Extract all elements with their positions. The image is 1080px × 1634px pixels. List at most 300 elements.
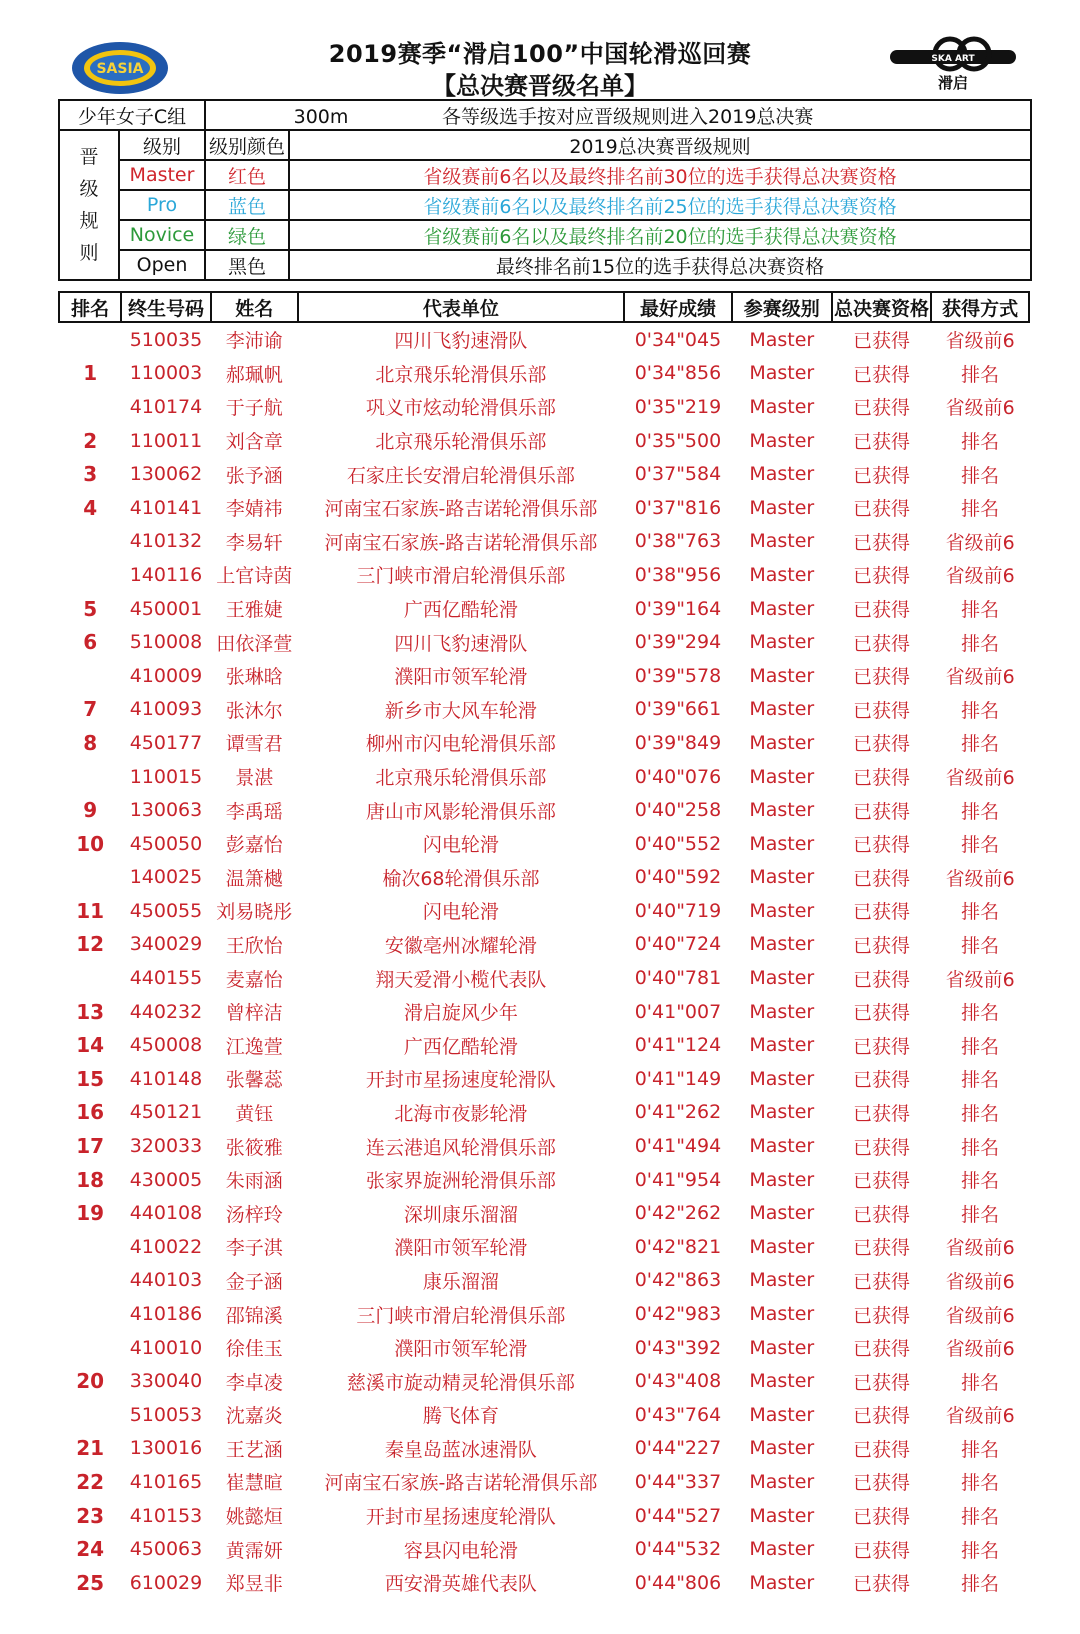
member-id: 410165 — [129, 1470, 203, 1493]
member-id: 440232 — [129, 1000, 203, 1023]
athlete-name: 刘含章 — [225, 431, 283, 454]
team: 开封市星扬速度轮滑队 — [365, 1506, 556, 1529]
table-row — [59, 625, 1029, 659]
table-row — [59, 793, 1029, 827]
header-col-id: 终生号码 — [121, 292, 210, 322]
team: 濮阳市领军轮滑 — [394, 1237, 528, 1260]
team: 开封市星扬速度轮滑队 — [365, 1069, 556, 1092]
team: 秦皇岛蓝冰速滑队 — [384, 1438, 537, 1461]
level: Master — [749, 463, 815, 486]
qualify-method: 排名 — [961, 1203, 1000, 1226]
rank: 18 — [76, 1167, 105, 1192]
athlete-name: 张筱雅 — [225, 1136, 283, 1159]
qualify-method: 排名 — [961, 1438, 1000, 1461]
qualification: 已获得 — [852, 330, 910, 353]
level: Master — [749, 1034, 815, 1057]
qualify-method: 排名 — [961, 1170, 1000, 1193]
team: 闪电轮滑 — [422, 834, 499, 857]
athlete-name: 江逸萱 — [225, 1035, 283, 1058]
best-time: 0'44"227 — [634, 1437, 722, 1460]
athlete-name: 于子航 — [225, 397, 283, 420]
rules-side-label: 晋 级 规 则 — [59, 130, 119, 280]
rank: 12 — [76, 932, 105, 957]
level: Master — [749, 1336, 815, 1359]
rank — [59, 390, 121, 424]
best-time: 0'43"764 — [634, 1403, 722, 1426]
best-time: 0'37"816 — [634, 496, 722, 519]
member-id: 320033 — [129, 1135, 203, 1158]
member-id: 140116 — [129, 563, 203, 586]
table-row — [59, 659, 1029, 693]
best-time: 0'40"719 — [634, 899, 722, 922]
qualify-method: 排名 — [961, 1002, 1000, 1025]
svg-text:滑启: 滑启 — [937, 74, 969, 92]
athlete-name: 徐佳玉 — [225, 1338, 283, 1361]
level: Master — [749, 1403, 815, 1426]
level: Master — [749, 563, 815, 586]
rank: 21 — [76, 1436, 105, 1461]
member-id: 450121 — [129, 1101, 203, 1124]
qualification: 已获得 — [852, 1035, 910, 1058]
qualify-method: 省级前6 — [945, 1405, 1015, 1428]
member-id: 450055 — [129, 899, 203, 922]
level: Master — [749, 933, 815, 956]
qualify-method: 排名 — [961, 901, 1000, 924]
team: 河南宝石家族-路吉诺轮滑俱乐部 — [324, 531, 598, 554]
best-time: 0'37"584 — [634, 463, 722, 486]
rank: 10 — [76, 831, 105, 856]
athlete-name: 黄钰 — [235, 1102, 274, 1125]
team: 北京飛乐轮滑俱乐部 — [375, 431, 547, 454]
qualification: 已获得 — [852, 834, 910, 857]
table-row — [59, 693, 1029, 727]
rank — [59, 558, 121, 592]
qualify-method: 省级前6 — [945, 531, 1015, 554]
team: 北京飛乐轮滑俱乐部 — [375, 767, 547, 790]
header — [0, 0, 1080, 100]
page-title: 2019赛季“滑启100”中国轮滑巡回赛 — [328, 40, 752, 68]
qualification: 已获得 — [852, 1338, 910, 1361]
qualify-method: 省级前6 — [945, 330, 1015, 353]
level: Master — [749, 1370, 815, 1393]
qualification: 已获得 — [852, 464, 910, 487]
rank: 7 — [83, 697, 98, 722]
qualification: 已获得 — [852, 1371, 910, 1394]
rank: 23 — [76, 1503, 105, 1528]
team: 连云港追风轮滑俱乐部 — [365, 1136, 556, 1159]
rule-row-open: Open 黑色 最终排名前15位的选手获得总决赛资格 — [59, 250, 1031, 280]
member-id: 410153 — [129, 1504, 203, 1527]
qualify-method: 排名 — [961, 800, 1000, 823]
athlete-name: 郝珮帆 — [225, 363, 283, 386]
best-time: 0'42"821 — [634, 1235, 722, 1258]
table-row — [59, 1566, 1029, 1600]
rank — [59, 322, 121, 357]
results-table — [58, 291, 1030, 1600]
member-id: 130062 — [129, 463, 203, 486]
best-time: 0'34"856 — [634, 362, 722, 385]
rule-row-pro: Pro 蓝色 省级赛前6名以及最终排名前25位的选手获得总决赛资格 — [59, 190, 1031, 220]
level: Master — [749, 664, 815, 687]
rank: 14 — [76, 1033, 105, 1058]
qualify-method: 排名 — [961, 1506, 1000, 1529]
rank: 6 — [83, 630, 98, 655]
best-time: 0'39"849 — [634, 731, 722, 754]
table-row — [59, 1297, 1029, 1331]
header-col-best: 最好成绩 — [624, 292, 732, 322]
table-header-row — [59, 292, 1029, 322]
qualification: 已获得 — [852, 666, 910, 689]
best-time: 0'39"164 — [634, 597, 722, 620]
team: 翔天爱滑小榄代表队 — [375, 968, 547, 991]
level: Master — [749, 698, 815, 721]
level: Master — [749, 1168, 815, 1191]
table-row — [59, 928, 1029, 962]
header-col-level: 参赛级别 — [732, 292, 832, 322]
member-id: 410022 — [129, 1235, 203, 1258]
best-time: 0'44"337 — [634, 1470, 722, 1493]
level: Master — [749, 1470, 815, 1493]
level: Master — [749, 1101, 815, 1124]
table-row — [59, 726, 1029, 760]
qualify-method: 省级前6 — [945, 867, 1015, 890]
rules-col-level: 级别 — [119, 130, 205, 160]
header-col-rank: 排名 — [59, 292, 121, 322]
athlete-name: 朱雨涵 — [225, 1170, 283, 1193]
athlete-name: 李沛谕 — [225, 330, 283, 353]
athlete-name: 李婧祎 — [225, 498, 283, 521]
best-time: 0'41"149 — [634, 1067, 722, 1090]
header-col-qualify: 总决赛资格 — [832, 292, 932, 322]
member-id: 410132 — [129, 530, 203, 553]
rank: 4 — [83, 495, 98, 520]
team: 河南宝石家族-路吉诺轮滑俱乐部 — [324, 1472, 598, 1495]
qualification: 已获得 — [852, 1102, 910, 1125]
table-row — [59, 357, 1029, 391]
header-col-method: 获得方式 — [931, 292, 1029, 322]
member-id: 410174 — [129, 395, 203, 418]
table-row — [59, 894, 1029, 928]
best-time: 0'39"661 — [634, 698, 722, 721]
qualify-method: 排名 — [961, 431, 1000, 454]
level: Master — [749, 799, 815, 822]
best-time: 0'35"219 — [634, 395, 722, 418]
level: Master — [749, 899, 815, 922]
athlete-name: 张琳晗 — [225, 666, 283, 689]
level: Master — [749, 866, 815, 889]
level: Master — [749, 731, 815, 754]
table-row — [59, 827, 1029, 861]
athlete-name: 李子淇 — [225, 1237, 283, 1260]
rank: 13 — [76, 999, 105, 1024]
qualification: 已获得 — [852, 632, 910, 655]
qualification: 已获得 — [852, 733, 910, 756]
table-row — [59, 1331, 1029, 1365]
member-id: 440103 — [129, 1269, 203, 1292]
member-id: 340029 — [129, 933, 203, 956]
qualification: 已获得 — [852, 599, 910, 622]
qualify-method: 排名 — [961, 834, 1000, 857]
table-row — [59, 491, 1029, 525]
team: 新乡市大风车轮滑 — [384, 699, 537, 722]
best-time: 0'41"124 — [634, 1034, 722, 1057]
athlete-name: 姚懿烜 — [225, 1506, 283, 1529]
qualification: 已获得 — [852, 1270, 910, 1293]
member-id: 110015 — [129, 765, 203, 788]
table-row — [59, 424, 1029, 458]
best-time: 0'40"076 — [634, 765, 722, 788]
qualification: 已获得 — [852, 1405, 910, 1428]
best-time: 0'40"258 — [634, 799, 722, 822]
rank: 9 — [83, 798, 98, 823]
athlete-name: 温箫樾 — [225, 867, 283, 890]
rank — [59, 525, 121, 559]
rank — [59, 1331, 121, 1365]
qualification: 已获得 — [852, 363, 910, 386]
member-id: 510035 — [129, 328, 203, 351]
best-time: 0'42"983 — [634, 1303, 722, 1326]
rank — [59, 760, 121, 794]
qualify-method: 排名 — [961, 733, 1000, 756]
team: 唐山市风影轮滑俱乐部 — [365, 800, 556, 823]
member-id: 440155 — [129, 967, 203, 990]
table-row — [59, 1129, 1029, 1163]
team: 榆次68轮滑俱乐部 — [382, 867, 540, 890]
rank: 19 — [76, 1201, 105, 1226]
qualify-method: 排名 — [961, 699, 1000, 722]
team: 西安滑英雄代表队 — [384, 1573, 537, 1596]
team: 濮阳市领军轮滑 — [394, 666, 528, 689]
team: 巩义市炫动轮滑俱乐部 — [365, 397, 556, 420]
level: Master — [749, 597, 815, 620]
level: Master — [749, 1067, 815, 1090]
member-id: 510008 — [129, 631, 203, 654]
table-row — [59, 1532, 1029, 1566]
best-time: 0'43"408 — [634, 1370, 722, 1393]
qualification: 已获得 — [852, 901, 910, 924]
header-col-name: 姓名 — [211, 292, 298, 322]
qualify-method: 省级前6 — [945, 767, 1015, 790]
athlete-name: 麦嘉怡 — [225, 968, 283, 991]
athlete-name: 李禹瑶 — [225, 800, 283, 823]
member-id: 440108 — [129, 1202, 203, 1225]
member-id: 610029 — [129, 1571, 203, 1594]
rank — [59, 861, 121, 895]
athlete-name: 金子涵 — [225, 1270, 283, 1293]
best-time: 0'41"007 — [634, 1000, 722, 1023]
level: Master — [749, 395, 815, 418]
group-note: 各等级选手按对应晋级规则进入2019总决赛 — [442, 105, 814, 128]
table-row — [59, 1432, 1029, 1466]
table-row — [59, 1398, 1029, 1432]
athlete-name: 李卓凌 — [225, 1371, 283, 1394]
member-id: 410009 — [129, 664, 203, 687]
qualify-method: 省级前6 — [945, 666, 1015, 689]
qualification: 已获得 — [852, 1136, 910, 1159]
rules-table — [58, 99, 1032, 281]
qualify-method: 省级前6 — [945, 565, 1015, 588]
level: Master — [749, 1000, 815, 1023]
table-row — [59, 1230, 1029, 1264]
qualify-method: 排名 — [961, 464, 1000, 487]
qualification: 已获得 — [852, 498, 910, 521]
qualify-method: 排名 — [961, 1472, 1000, 1495]
member-id: 130063 — [129, 799, 203, 822]
team: 安徽亳州冰耀轮滑 — [384, 934, 537, 957]
sponsor-logo — [888, 36, 1018, 96]
athlete-name: 邵锦溪 — [225, 1304, 283, 1327]
member-id: 450001 — [129, 597, 203, 620]
best-time: 0'38"763 — [634, 530, 722, 553]
best-time: 0'40"781 — [634, 967, 722, 990]
qualify-method: 排名 — [961, 1035, 1000, 1058]
athlete-name: 黄霈妍 — [225, 1539, 283, 1562]
team: 慈溪市旋动精灵轮滑俱乐部 — [346, 1371, 575, 1394]
best-time: 0'42"262 — [634, 1202, 722, 1225]
member-id: 450008 — [129, 1034, 203, 1057]
qualification: 已获得 — [852, 1438, 910, 1461]
athlete-name: 李易轩 — [225, 531, 283, 554]
qualify-method: 排名 — [961, 1102, 1000, 1125]
best-time: 0'40"724 — [634, 933, 722, 956]
level: Master — [749, 1135, 815, 1158]
table-row — [59, 525, 1029, 559]
athlete-name: 曾梓洁 — [225, 1002, 283, 1025]
team: 北京飛乐轮滑俱乐部 — [375, 363, 547, 386]
level: Master — [749, 1303, 815, 1326]
qualification: 已获得 — [852, 431, 910, 454]
member-id: 410141 — [129, 496, 203, 519]
best-time: 0'38"956 — [634, 563, 722, 586]
best-time: 0'39"578 — [634, 664, 722, 687]
qualification: 已获得 — [852, 699, 910, 722]
qualify-method: 排名 — [961, 498, 1000, 521]
rules-col-color: 级别颜色 — [205, 130, 289, 160]
athlete-name: 张馨蕊 — [225, 1069, 283, 1092]
table-row — [59, 457, 1029, 491]
team: 滑启旋风少年 — [403, 1002, 518, 1025]
qualification: 已获得 — [852, 1304, 910, 1327]
group-name: 少年女子C组 — [59, 100, 205, 130]
rank — [59, 659, 121, 693]
best-time: 0'40"592 — [634, 866, 722, 889]
athlete-name: 王欣怡 — [225, 934, 283, 957]
table-row — [59, 961, 1029, 995]
qualify-method: 省级前6 — [945, 397, 1015, 420]
qualification: 已获得 — [852, 867, 910, 890]
team: 三门峡市滑启轮滑俱乐部 — [356, 565, 566, 588]
athlete-name: 张予涵 — [225, 464, 283, 487]
athlete-name: 张沐尔 — [225, 699, 283, 722]
level: Master — [749, 1437, 815, 1460]
member-id: 130016 — [129, 1437, 203, 1460]
rank: 11 — [76, 898, 105, 923]
member-id: 450063 — [129, 1538, 203, 1561]
rule-row-novice: Novice 绿色 省级赛前6名以及最终排名前20位的选手获得总决赛资格 — [59, 220, 1031, 250]
rank: 1 — [83, 361, 98, 386]
rank — [59, 1230, 121, 1264]
best-time: 0'41"954 — [634, 1168, 722, 1191]
table-row — [59, 1096, 1029, 1130]
qualification: 已获得 — [852, 968, 910, 991]
table-row — [59, 1499, 1029, 1533]
level: Master — [749, 362, 815, 385]
best-time: 0'43"392 — [634, 1336, 722, 1359]
table-row — [59, 995, 1029, 1029]
level: Master — [749, 832, 815, 855]
qualify-method: 排名 — [961, 1539, 1000, 1562]
svg-text:SASIA: SASIA — [96, 61, 144, 77]
team: 容县闪电轮滑 — [403, 1539, 518, 1562]
best-time: 0'41"262 — [634, 1101, 722, 1124]
best-time: 0'42"863 — [634, 1269, 722, 1292]
level: Master — [749, 1235, 815, 1258]
qualification: 已获得 — [852, 1237, 910, 1260]
table-row — [59, 1364, 1029, 1398]
rank: 15 — [76, 1066, 105, 1091]
qualify-method: 省级前6 — [945, 1270, 1015, 1293]
qualify-method: 省级前6 — [945, 1338, 1015, 1361]
athlete-name: 郑昱非 — [225, 1573, 283, 1596]
table-row — [59, 1465, 1029, 1499]
rank: 20 — [76, 1369, 105, 1394]
rank — [59, 1297, 121, 1331]
qualify-method: 排名 — [961, 363, 1000, 386]
athlete-name: 上官诗茵 — [216, 565, 293, 588]
rank: 24 — [76, 1537, 105, 1562]
qualify-method: 排名 — [961, 1573, 1000, 1596]
qualification: 已获得 — [852, 1573, 910, 1596]
qualification: 已获得 — [852, 1506, 910, 1529]
group-info — [205, 100, 1031, 130]
team: 腾飞体育 — [422, 1405, 499, 1428]
level: Master — [749, 429, 815, 452]
team: 闪电轮滑 — [422, 901, 499, 924]
level: Master — [749, 328, 815, 351]
rank: 2 — [83, 428, 98, 453]
member-id: 430005 — [129, 1168, 203, 1191]
qualify-method: 省级前6 — [945, 968, 1015, 991]
qualify-method: 排名 — [961, 934, 1000, 957]
team: 北海市夜影轮滑 — [394, 1102, 528, 1125]
page-subtitle: 【总决赛晋级名单】 — [432, 72, 648, 100]
best-time: 0'34"045 — [634, 328, 722, 351]
qualification: 已获得 — [852, 1539, 910, 1562]
group-row — [59, 100, 1031, 130]
athlete-name: 汤梓玲 — [225, 1203, 283, 1226]
member-id: 510053 — [129, 1403, 203, 1426]
athlete-name: 刘易晓彤 — [216, 901, 293, 924]
team: 广西亿酷轮滑 — [403, 599, 518, 622]
qualification: 已获得 — [852, 565, 910, 588]
qualify-method: 排名 — [961, 1069, 1000, 1092]
table-row — [59, 861, 1029, 895]
level: Master — [749, 967, 815, 990]
level: Master — [749, 1202, 815, 1225]
qualification: 已获得 — [852, 1472, 910, 1495]
table-row — [59, 1028, 1029, 1062]
qualification: 已获得 — [852, 531, 910, 554]
athlete-name: 田依泽萱 — [216, 632, 293, 655]
team: 三门峡市滑启轮滑俱乐部 — [356, 1304, 566, 1327]
header-col-unit: 代表单位 — [298, 292, 624, 322]
qualify-method: 排名 — [961, 599, 1000, 622]
rank: 22 — [76, 1469, 105, 1494]
best-time: 0'44"806 — [634, 1571, 722, 1594]
qualify-method: 省级前6 — [945, 1237, 1015, 1260]
rule-row-master: Master 红色 省级赛前6名以及最终排名前30位的选手获得总决赛资格 — [59, 160, 1031, 190]
qualification: 已获得 — [852, 934, 910, 957]
